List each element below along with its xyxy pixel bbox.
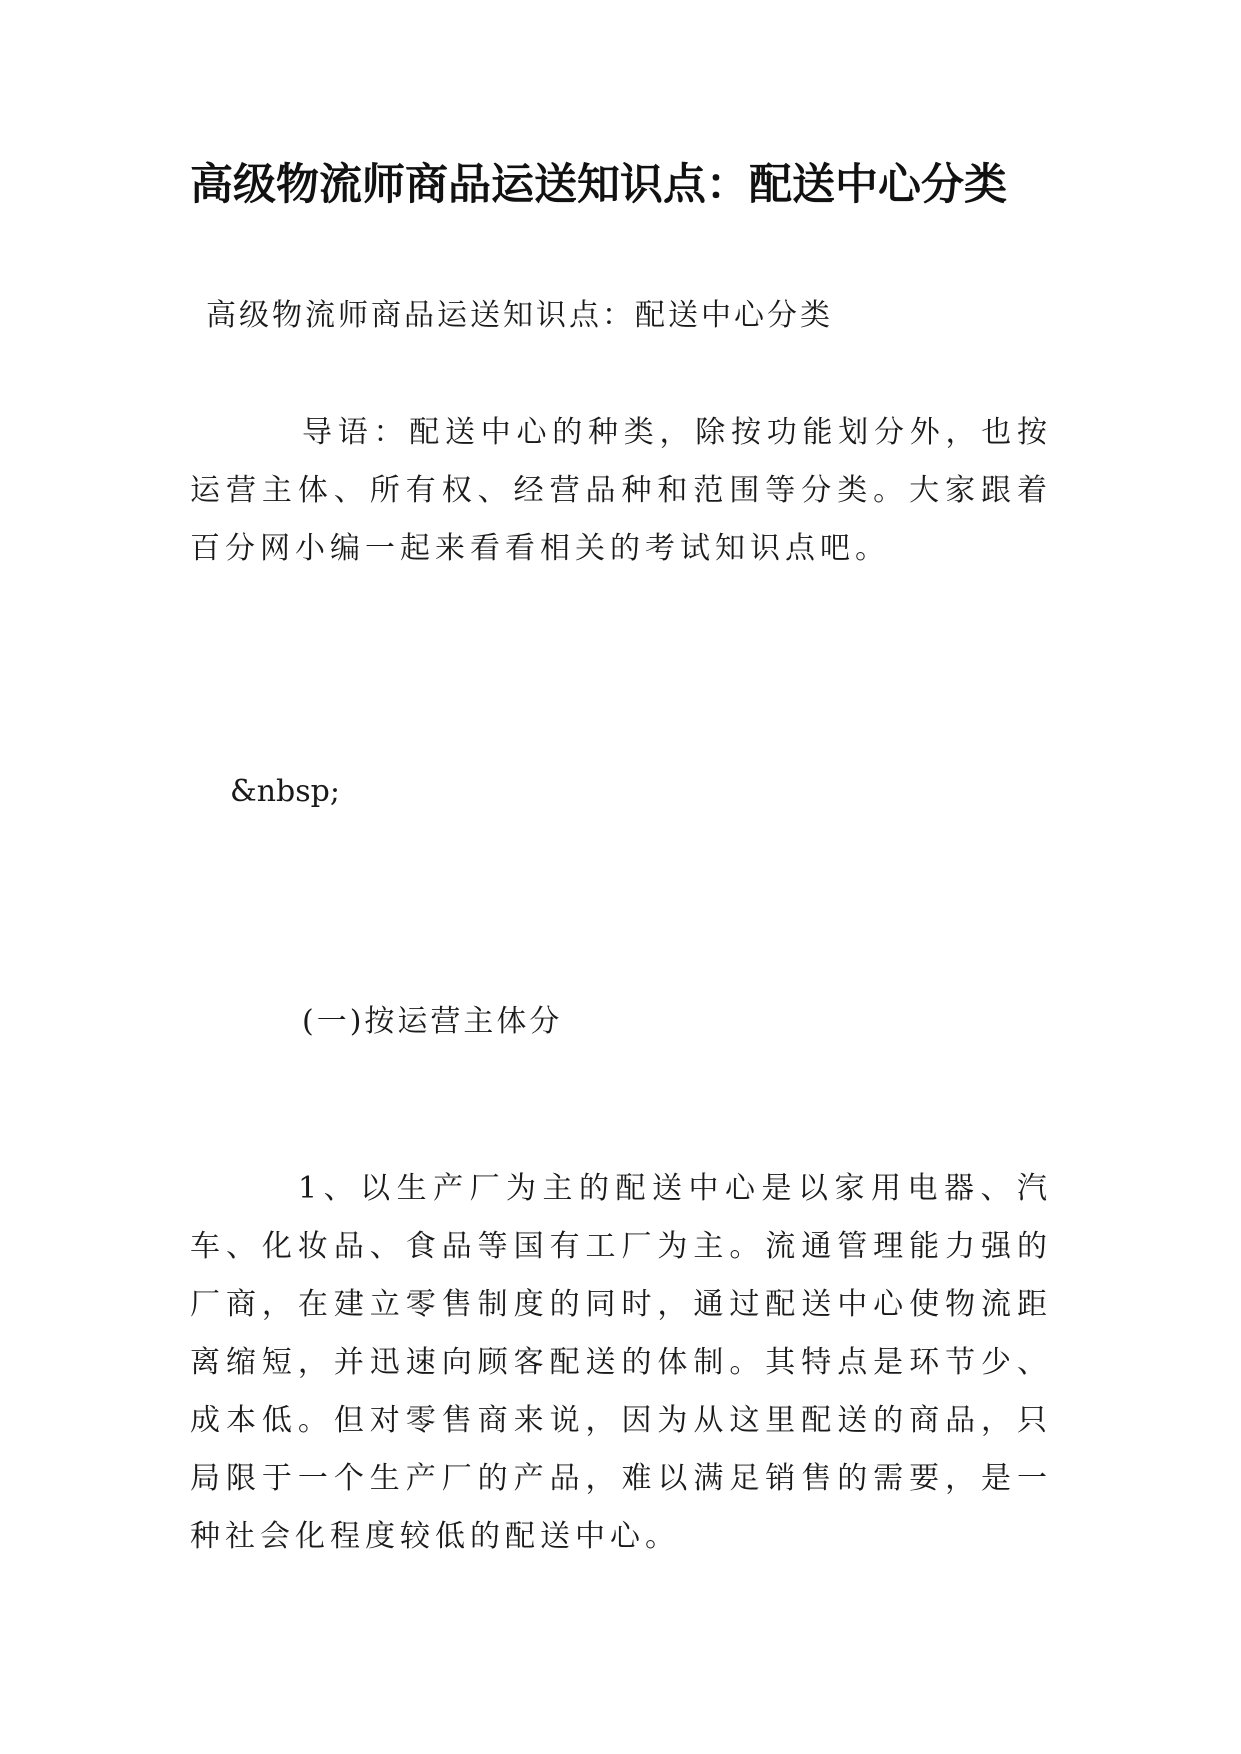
paragraph-item-1: 1、以生产厂为主的配送中心是以家用电器、汽车、化妆品、食品等国有工厂为主。流通管理能力强的厂商，在建立零售制度的同时，通过配送中心使物流距离缩短，并迅速向顾客配送的体制。其特点是环节少、成本低。但对零售商来说，因为从这里配送的商品，只局限于一个生产厂的产品，难以满足销售的需要，是一种社会化程度较低的配送中心。	[190, 1171, 1052, 1554]
section-heading: (一)按运营主体分	[302, 1004, 563, 1039]
page-title: 高级物流师商品运送知识点：配送中心分类	[190, 160, 1007, 210]
intro-paragraph: 导语：配送中心的种类，除按功能划分外，也按运营主体、所有权、经营品种和范围等分类。大家跟着百分网小编一起来看看相关的考试知识点吧。	[190, 415, 1052, 566]
document-subtitle: 高级物流师商品运送知识点：配送中心分类	[206, 298, 833, 333]
nbsp-placeholder-text: &nbsp;	[230, 774, 340, 809]
